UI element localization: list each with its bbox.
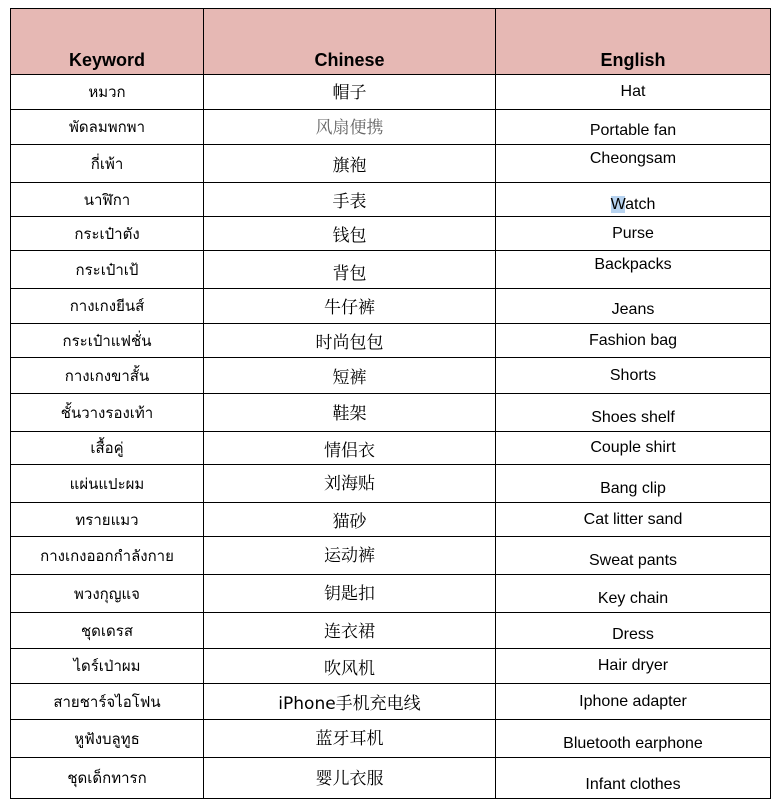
table-row [11,684,771,720]
keyword-cell: หมวก [11,75,204,110]
english-cell: Jeans [496,289,771,324]
english-cell: Shoes shelf [496,394,771,432]
table-row [11,289,771,324]
keyword-cell: กางเกงออกกำลังกาย [11,537,204,575]
english-cell: Cat litter sand [496,503,771,537]
english-cell: Backpacks [496,251,771,289]
keyword-column-header: Keyword [11,9,204,75]
table-row [11,613,771,649]
chinese-cell: 蓝牙耳机 [204,720,496,758]
chinese-cell: 背包 [204,251,496,289]
english-cell: Hair dryer [496,649,771,684]
table-row [11,503,771,537]
chinese-cell: 牛仔裤 [204,289,496,324]
chinese-cell: 钥匙扣 [204,575,496,613]
chinese-cell: 吹风机 [204,649,496,684]
english-cell: Fashion bag [496,324,771,358]
table-row [11,183,771,217]
keyword-cell: หูฟังบลูทูธ [11,720,204,758]
chinese-cell: 刘海贴 [204,465,496,503]
english-cell: Shorts [496,358,771,394]
english-cell: Purse [496,217,771,251]
header-row [11,9,771,75]
keyword-cell: เสื้อคู่ [11,432,204,465]
table-row [11,251,771,289]
keyword-cell: พวงกุญแจ [11,575,204,613]
chinese-cell: 帽子 [204,75,496,110]
keyword-cell: กระเป๋าตัง [11,217,204,251]
text-selection-highlight: W [610,196,626,213]
chinese-cell-text: 手表 [332,192,367,212]
table-row [11,575,771,613]
table-row [11,75,771,110]
keyword-cell: นาฬิกา [11,183,204,217]
table-row [11,217,771,251]
english-cell: Bluetooth earphone [496,720,771,758]
keyword-cell: กระเป๋าแฟชั่น [11,324,204,358]
chinese-cell: 连衣裙 [204,613,496,649]
chinese-cell: iPhone手机充电线 [204,684,496,720]
chinese-cell: 钱包 [204,217,496,251]
english-cell: Portable fan [496,110,771,145]
keyword-cell: กระเป๋าเป้ [11,251,204,289]
english-column-header: English [496,9,771,75]
keyword-cell: พัดลมพกพา [11,110,204,145]
english-cell: Dress [496,613,771,649]
table-row [11,110,771,145]
chinese-cell [204,183,496,217]
table-row [11,720,771,758]
keyword-cell: กี่เพ้า [11,145,204,183]
keyword-table [10,8,771,799]
english-cell: Infant clothes [496,758,771,799]
table-row [11,465,771,503]
english-cell: Couple shirt [496,432,771,465]
keyword-cell: ชุดเด็กทารก [11,758,204,799]
table-row [11,358,771,394]
table-row [11,537,771,575]
table-row [11,324,771,358]
chinese-cell: 运动裤 [204,537,496,575]
keyword-cell: ทรายแมว [11,503,204,537]
chinese-cell: 情侣衣 [204,432,496,465]
keyword-cell: ไดร์เป่าผม [11,649,204,684]
english-cell: Sweat pants [496,537,771,575]
chinese-cell: 短裤 [204,358,496,394]
english-cell-text: Watch [610,196,656,213]
table-row [11,649,771,684]
keyword-cell: กางเกงยีนส์ [11,289,204,324]
table-row [11,758,771,799]
chinese-cell: 鞋架 [204,394,496,432]
keyword-cell: แผ่นแปะผม [11,465,204,503]
table-row [11,394,771,432]
chinese-cell: 旗袍 [204,145,496,183]
keyword-cell: ชุดเดรส [11,613,204,649]
chinese-column-header: Chinese [204,9,496,75]
chinese-cell: 时尚包包 [204,324,496,358]
english-cell: Cheongsam [496,145,771,183]
english-cell: Iphone adapter [496,684,771,720]
table-row [11,145,771,183]
english-cell: Key chain [496,575,771,613]
keyword-cell: ชั้นวางรองเท้า [11,394,204,432]
chinese-cell: 猫砂 [204,503,496,537]
english-cell: Bang clip [496,465,771,503]
keyword-cell: สายชาร์จไอโฟน [11,684,204,720]
table-row [11,432,771,465]
chinese-cell: 风扇便携 [204,110,496,145]
english-cell: Hat [496,75,771,110]
chinese-cell: 婴儿衣服 [204,758,496,799]
keyword-cell: กางเกงขาสั้น [11,358,204,394]
english-cell [496,183,771,217]
